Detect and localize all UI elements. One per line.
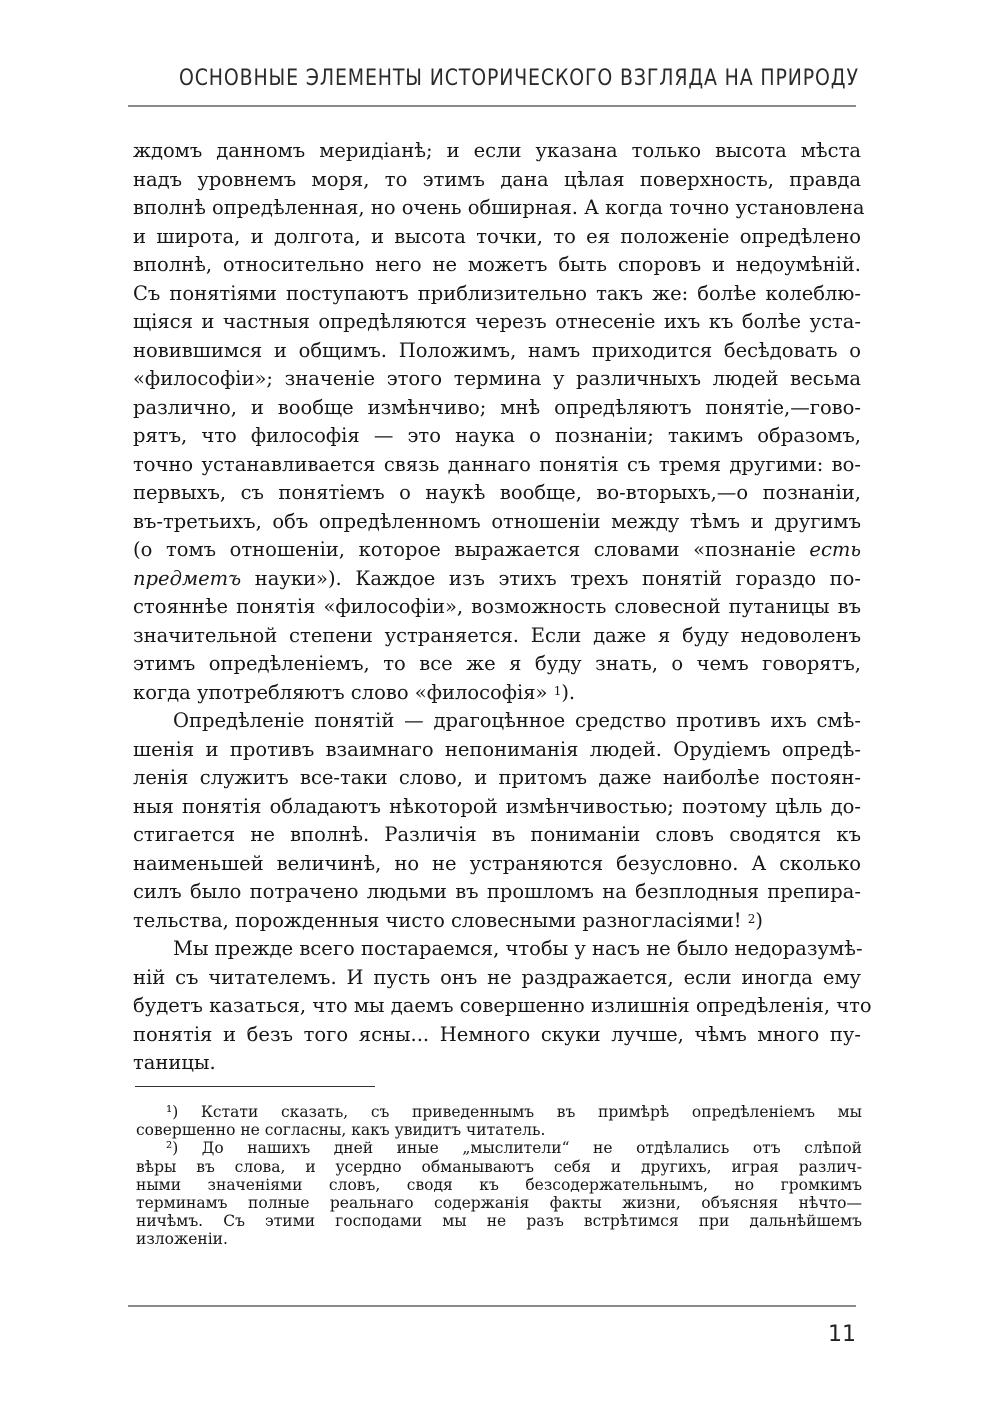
text-line: различно, и вообще измѣнчиво; мнѣ опредѣляютъ понятіе,—гово- xyxy=(133,395,861,419)
footnote-line: ¹) Кстати сказать, съ приведеннымъ въ примѣрѣ опредѣленіемъ мы xyxy=(166,1103,862,1121)
text-line: ныя понятія обладаютъ нѣкоторой измѣнчивостью; поэтому цѣль до- xyxy=(133,794,861,818)
text-segment: когда употребляютъ слово «философія» xyxy=(133,680,548,704)
text-line: стояннѣе понятія «философіи», возможность словесной путаницы въ xyxy=(133,595,861,618)
footnote-rule xyxy=(135,1086,375,1087)
text-line: наименьшей величинѣ, но не устраняются безусловно. А сколько xyxy=(133,851,861,875)
text-line: первыхъ, съ понятіемъ о наукѣ вообще, во-вторыхъ,—о познаніи, xyxy=(133,481,861,504)
text-line: и широта, и долгота, и высота точки, то ея положеніе опредѣлено xyxy=(133,224,861,248)
text-line: вполнѣ, относительно него не можетъ быть споровъ и недоумѣній. xyxy=(133,253,861,276)
footnote-line: ничѣмъ. Съ этими господами мы не разъ встрѣтимся при дальнѣйшемъ xyxy=(136,1212,862,1231)
text-line: стигается не вполнѣ. Различія въ пониманіи словъ сводятся къ xyxy=(133,823,861,846)
header-rule xyxy=(128,105,856,107)
text-line: точно устанавливается связь даннаго понятія съ тремя другими: во- xyxy=(133,452,861,476)
text-line: Опредѣленіе понятій — драгоцѣнное средство противъ ихъ смѣ- xyxy=(173,709,861,732)
text-segment: тельства, порожденныя чисто словесными разногласіями! xyxy=(133,908,742,932)
text-line xyxy=(133,907,861,936)
text-line: надъ уровнемъ моря, то этимъ дана цѣлая поверхность, правда xyxy=(133,167,861,191)
text-line: щіяся и частныя опредѣляются черезъ отнесеніе ихъ къ болѣе уста- xyxy=(133,310,861,333)
text-line: понятія и безъ того ясны... Немного скуки лучше, чѣмъ много пу- xyxy=(133,1022,861,1046)
footnotes xyxy=(136,1103,862,1249)
footer-rule xyxy=(128,1305,856,1307)
footnote-line: изложеніи. xyxy=(136,1230,228,1249)
footnote-ref-2: 2 xyxy=(747,911,756,926)
footnote-line: вѣры въ слова, и усердно обманываютъ себя и другихъ, играя различ- xyxy=(136,1157,862,1176)
footnote-line: совершенно не согласны, какъ увидитъ читатель. xyxy=(136,1121,546,1140)
text-line: ждомъ данномъ меридіанѣ; и если указана только высота мѣста xyxy=(133,139,861,162)
italic-word: предметъ xyxy=(133,566,242,590)
footnote-line: терминамъ полные реальнаго содержанія факты жизни, объясняя нѣчто— xyxy=(136,1194,862,1213)
text-segment: (о томъ отношеніи, которое выражается словами «познаніе xyxy=(133,538,796,561)
text-line xyxy=(133,536,861,565)
main-text xyxy=(133,137,872,1078)
text-line: таницы. xyxy=(133,1051,216,1074)
text-line: ній съ читателемъ. И пусть онъ не раздражается, если иногда ему xyxy=(133,965,861,989)
text-line: «философіи»; значеніе этого термина у различныхъ людей весьма xyxy=(133,367,861,390)
running-head: ОСНОВНЫЕ ЭЛЕМЕНТЫ ИСТОРИЧЕСКОГО ВЗГЛЯДА НА ПРИРОДУ xyxy=(178,66,859,91)
text-line: силъ было потрачено людьми въ прошломъ на безплодныя препира- xyxy=(133,880,861,903)
text-line xyxy=(133,565,861,594)
text-segment: ) xyxy=(755,908,764,932)
text-line: вполнѣ опредѣленная, но очень обширная. А когда точно установлена xyxy=(133,196,865,219)
footnote-line: ными значеніями словъ, сводя къ безсодержательнымъ, но громкимъ xyxy=(136,1175,862,1194)
text-line: рятъ, что философія — это наука о познаніи; такимъ образомъ, xyxy=(133,424,861,447)
text-segment: науки»). Каждое изъ этихъ трехъ понятій гораздо по- xyxy=(254,566,861,590)
text-line: шенія и противъ взаимнаго непониманія людей. Орудіемъ опредѣ- xyxy=(133,737,861,761)
italic-word: есть xyxy=(809,538,861,561)
footnote-line: ²) До нашихъ дней иные „мыслители“ не отдѣлались отъ слѣпой xyxy=(166,1139,862,1158)
text-line xyxy=(133,679,861,708)
text-line: новившимся и общимъ. Положимъ, намъ приходится бесѣдовать о xyxy=(133,338,861,362)
page-number: 11 xyxy=(828,1322,856,1347)
text-line: Съ понятіями поступаютъ приблизительно такъ же: болѣе колеблю- xyxy=(133,281,861,305)
text-line: въ-третьихъ, объ опредѣленномъ отношеніи между тѣмъ и другимъ xyxy=(133,509,861,533)
text-line: будетъ казаться, что мы даемъ совершенно излишнія опредѣленія, что xyxy=(133,994,872,1017)
text-segment: ). xyxy=(561,680,576,704)
text-line: Мы прежде всего постараемся, чтобы у насъ не было недоразумѣ- xyxy=(173,937,863,960)
text-line: этимъ опредѣленіемъ, то все же я буду знать, о чемъ говорятъ, xyxy=(133,652,861,675)
text-line: ленія служитъ все-таки слово, и притомъ даже наиболѣе постоян- xyxy=(133,766,861,789)
footnote-ref-1: 1 xyxy=(553,683,562,698)
text-line: значительной степени устраняется. Если даже я буду недоволенъ xyxy=(133,623,861,647)
